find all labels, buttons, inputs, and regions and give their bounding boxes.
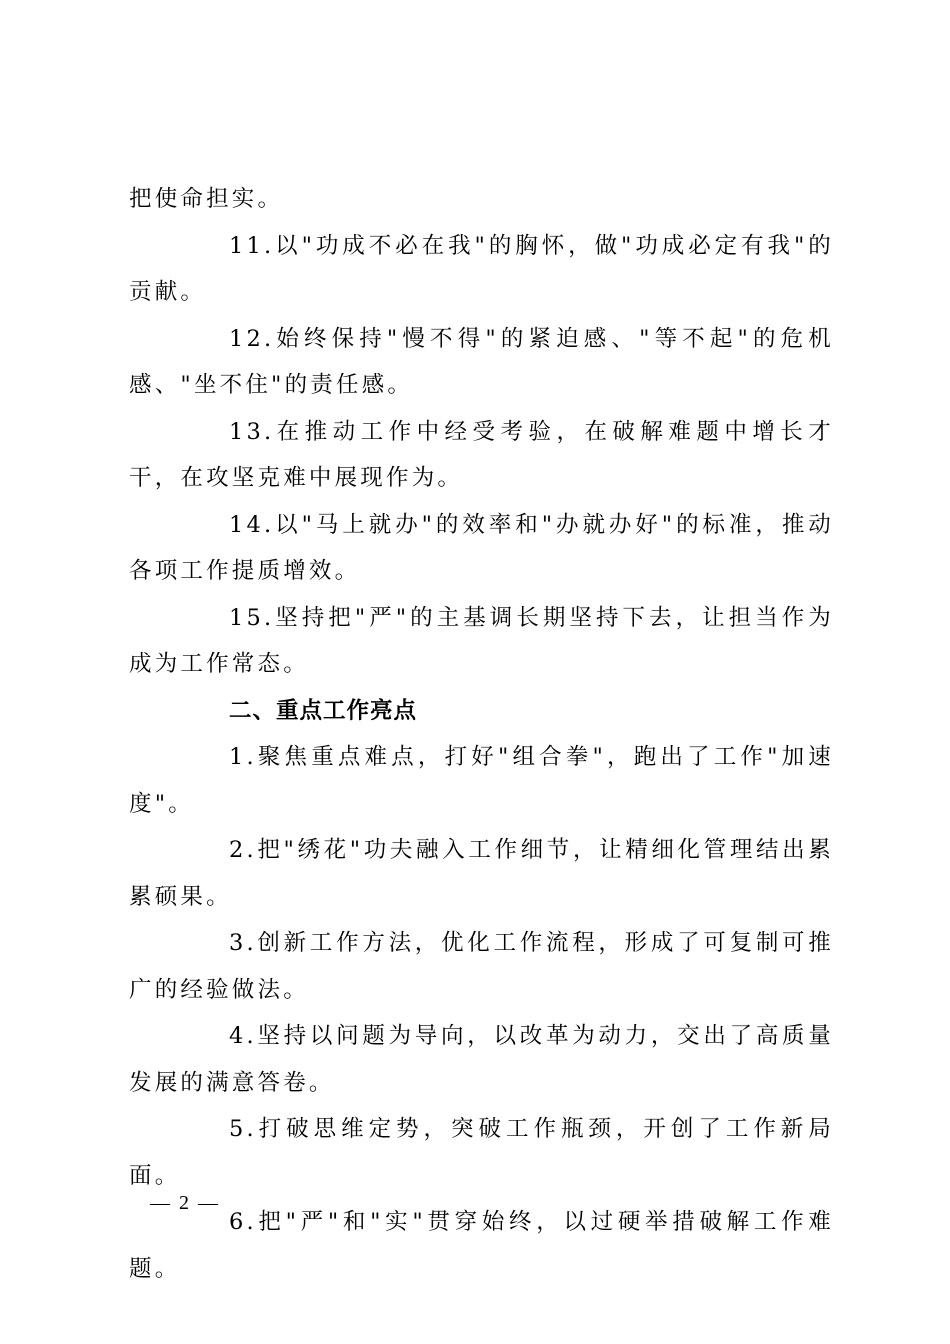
- highlight-item-2: 2.把"绣花"功夫融入工作细节，让精细化管理结出累累硕果。: [129, 837, 834, 910]
- highlight-item-3: 3.创新工作方法，优化工作流程，形成了可复制可推广的经验做法。: [129, 930, 834, 1003]
- highlight-item-5: 5.打破思维定势，突破工作瓶颈，开创了工作新局面。: [129, 1116, 834, 1189]
- body-text: [129, 176, 834, 1292]
- paragraph-continuation: 把使命担实。: [129, 186, 284, 212]
- paragraph-item-11: 11.以"功成不必在我"的胸怀，做"功成必定有我"的贡献。: [129, 232, 834, 305]
- paragraph-item-15: 15.坚持把"严"的主基调长期坚持下去，让担当作为成为工作常态。: [129, 604, 834, 677]
- page-number: — 2 —: [150, 1192, 220, 1214]
- highlight-item-6: 6.把"严"和"实"贯穿始终，以过硬举措破解工作难题。: [129, 1209, 834, 1282]
- paragraph-item-12: 12.始终保持"慢不得"的紧迫感、"等不起"的危机感、"坐不住"的责任感。: [129, 325, 834, 398]
- paragraph-item-14: 14.以"马上就办"的效率和"办就办好"的标准，推动各项工作提质增效。: [129, 511, 834, 584]
- section-heading: 二、重点工作亮点: [229, 697, 418, 724]
- highlight-item-4: 4.坚持以问题为导向，以改革为动力，交出了高质量发展的满意答卷。: [129, 1023, 834, 1096]
- highlight-item-1: 1.聚焦重点难点，打好"组合拳"，跑出了工作"加速度"。: [129, 744, 834, 817]
- paragraph-item-13: 13.在推动工作中经受考验，在破解难题中增长才干，在攻坚克难中展现作为。: [129, 418, 834, 491]
